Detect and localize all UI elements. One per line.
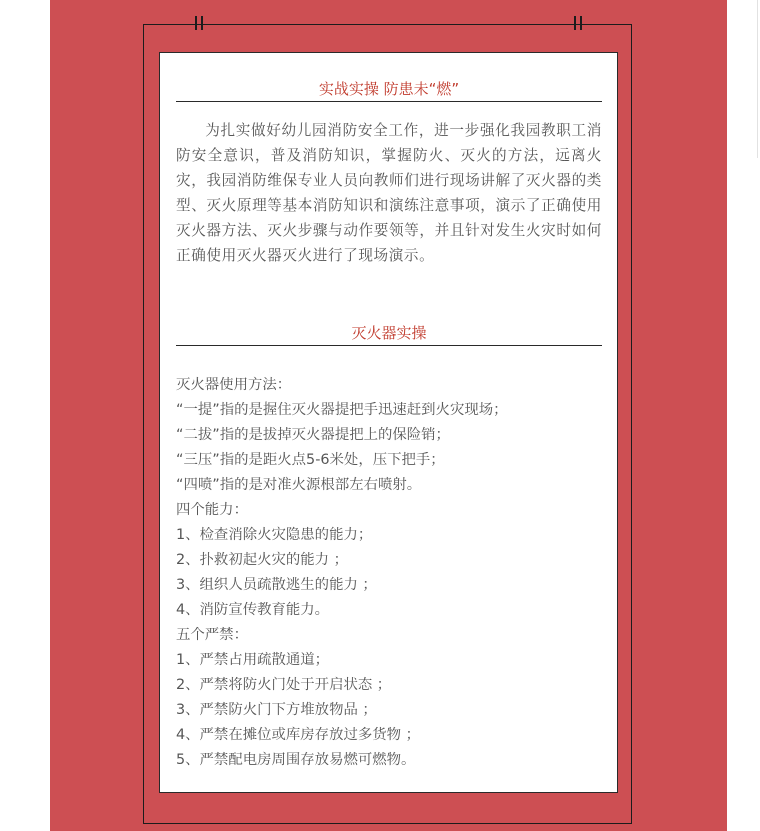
list-line: “二拔”指的是拔掉灭火器提把上的保险销； xyxy=(176,427,450,443)
list-line: 3、严禁防火门下方堆放物品 ； xyxy=(176,702,377,718)
list-line: 3、组织人员疏散逃生的能力 ； xyxy=(176,577,377,593)
list-line: “一提”指的是握住灭火器提把手迅速赶到火灾现场； xyxy=(176,402,508,418)
list-line: 1、严禁占用疏散通道； xyxy=(176,652,330,668)
right-binder-clip-icon xyxy=(573,16,583,30)
section-underline xyxy=(176,345,602,346)
list-line: 灭火器使用方法： xyxy=(176,377,292,393)
instruction-list xyxy=(176,373,602,773)
article-title: 实战实操 防患未“燃” xyxy=(318,80,460,98)
list-line: 五个严禁： xyxy=(176,627,248,643)
right-divider-line xyxy=(757,0,758,158)
list-line: 1、检查消除火灾隐患的能力； xyxy=(176,527,373,543)
left-binder-clip-icon xyxy=(194,16,204,30)
list-line: 2、严禁将防火门处于开启状态 ； xyxy=(176,677,392,693)
title-underline xyxy=(176,101,602,102)
list-line: 4、严禁在摊位或库房存放过多货物 ； xyxy=(176,727,420,743)
section-title: 灭火器实操 xyxy=(351,324,427,342)
list-line: 四个能力： xyxy=(176,502,248,518)
list-line: “四喷”指的是对准火源根部左右喷射。 xyxy=(176,477,422,493)
list-line: “三压”指的是距火点5-6米处，压下把手； xyxy=(176,452,445,468)
intro-paragraph: 为扎实做好幼儿园消防安全工作，进一步强化我园教职工消防安全意识，普及消防知识，掌握防火、灭火的方法，远离火灾，我园消防维保专业人员向教师们进行现场讲解了灭火器的类型、灭火原理等基本消防知识和演练注意事项，演示了正确使用灭火器方法、灭火步骤与动作要领等，并且针对发生火灾时如何正确使用灭火器灭火进行了现场演示。 xyxy=(176,122,602,264)
list-line: 4、消防宣传教育能力。 xyxy=(176,602,330,618)
list-line: 5、严禁配电房周围存放易燃可燃物。 xyxy=(176,752,416,768)
list-line: 2、扑救初起火灾的能力 ； xyxy=(176,552,349,568)
article-card xyxy=(159,52,618,793)
